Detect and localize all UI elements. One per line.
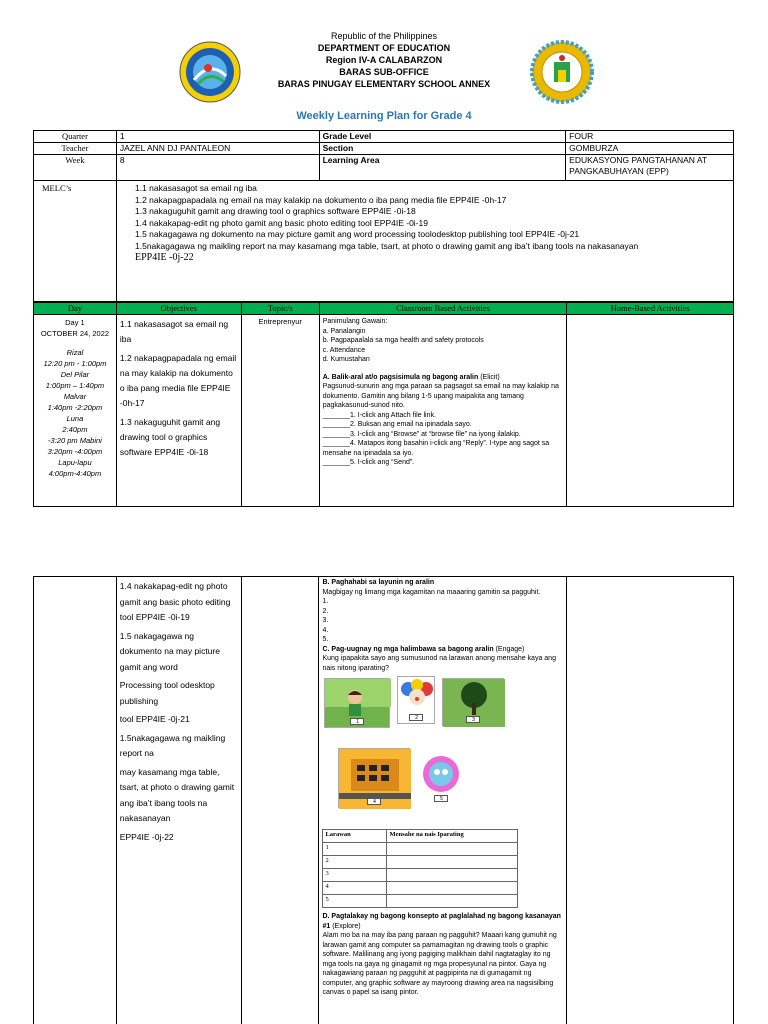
row-answer[interactable] (387, 869, 518, 882)
schedule-line: Rizal (66, 348, 84, 357)
document-header (0, 30, 768, 90)
row-number: 2 (323, 856, 387, 869)
objective: 1.1 nakasasagot sa email ng iba (119, 319, 229, 344)
intro: Panimulang Gawain: (322, 318, 388, 325)
row-number: 5 (323, 895, 387, 908)
learning-area-value: EDUKASYONG PANGTAHANAN AT PANGKABUHAYAN (EPP) (566, 155, 734, 181)
section-value: GOMBURZA (566, 143, 734, 155)
melc-table (33, 180, 734, 302)
mensahe-header: Mensahe na nais Iparating (387, 830, 518, 843)
row-answer[interactable] (387, 882, 518, 895)
topic-cell (241, 577, 319, 1024)
routine-item: c. Attendance (322, 346, 366, 354)
objective: 1.4 nakakapag-edit ng photo gamit ang basic photo editing tool EPP4IE -0i-19 (119, 581, 231, 622)
schedule-line: 1:40pm -2:20pm (47, 403, 103, 412)
schedule-line: Malvar (63, 392, 87, 401)
objective: 1.5nakagagawa ng maikling report na (119, 732, 226, 758)
boy-picture (324, 678, 390, 728)
header-line-3: Region IV-A CALABARZON (325, 55, 443, 65)
melc-code: EPP4IE -0j-22 (135, 252, 194, 263)
melc-item: 1.4 nakakapag-edit ng photo gamit ang basic photo editing tool EPP4IE -0i-19 (135, 217, 428, 228)
col-classroom: Classroom Based Activities (319, 303, 567, 315)
day-cell (34, 577, 117, 1024)
header-line-4: BARAS SUB-OFFICE (339, 67, 429, 77)
routine-item: a. Panalangin (322, 327, 366, 335)
home-cell (567, 315, 734, 507)
row-number: 1 (323, 843, 387, 856)
melc-item: 1.3 nakaguguhit gamit ang drawing tool o graphics software EPP4IE -0i-18 (135, 206, 416, 216)
blank-item: 4. (322, 626, 329, 634)
day-date: OCTOBER 24, 2022 (40, 329, 110, 338)
larawan-header: Larawan (323, 830, 387, 843)
day-title: Day 1 (65, 318, 85, 327)
teacher-value: JAZEL ANN DJ PANTALEON (116, 143, 319, 155)
blank-item: 5. (322, 636, 329, 643)
classroom-cell (319, 315, 567, 507)
section-heading: B. Paghahabi sa layunin ng aralin (322, 579, 435, 586)
schedule-line: Luna (66, 414, 84, 423)
step: _______2. Buksan ang email na ipinadala sayo. (322, 421, 472, 428)
picture-number: 4 (367, 798, 381, 805)
header-line-5: BARAS PINUGAY ELEMENTARY SCHOOL ANNEX (277, 79, 491, 89)
blank-item: 3. (322, 617, 329, 624)
quarter-value: 1 (116, 131, 319, 143)
objective: 1.5 nakagagawa ng dokumento na may picture gamit ang word (119, 630, 220, 672)
melc-item: 1.5nakagagawa ng maikling report na may kasamang mga table, tsart, at photo o drawing gamit ang iba’t ibang tools na nakasanayan (135, 240, 639, 251)
topic-cell: Entreprenyur (241, 315, 319, 507)
objective: 1.2 nakapagpapadala ng email na may kalakip na dokumento o iba pang media file EPP4IE -0h-17 (119, 353, 237, 408)
objective: Processing tool odesktop publishing (119, 680, 215, 706)
schedule-line: Del Pilar (60, 370, 90, 379)
section-tag: (Engage) (493, 645, 525, 653)
classroom-cell (319, 577, 567, 1024)
picture-collage (322, 676, 563, 826)
plan-table-page-1 (33, 302, 734, 507)
objective: may kasamang mga table, tsart, at photo o drawing gamit ang iba’t ibang tools na nakasanayan (119, 766, 235, 823)
larawan-table (322, 829, 518, 908)
blank-item: 2. (322, 607, 329, 615)
schedule-line: 1:00pm – 1:40pm (45, 381, 105, 390)
plan-table-page-2 (33, 576, 734, 1024)
picture-number: 2 (409, 714, 423, 721)
objective: EPP4IE -0j-22 (119, 831, 174, 842)
section-text: Alam mo ba na may iba pang paraan ng pagguhit? Maaari kang gumuhit ng larawan gamit ang computer sa pamamagitan ng drawing tools o graphic software. Malilinang ang iyong pagiging malikhain dahil nagtataglay ito ng mga tools na gaya ng ginagamit ng mga propesyunal na pintor. Gaya ng nakagawiang paraan ng pagguhit at pagpipinta na di gumagamit ng computer, ang graphic software ay mayroong drawing area na nagsisilbing canvas o papel sa isang pintor. (322, 932, 557, 996)
row-answer[interactable] (387, 895, 518, 908)
header-line-1: Republic of the Philippines (330, 31, 438, 41)
section-tag: (Elicit) (478, 373, 500, 381)
section-label: Section (319, 143, 566, 155)
routine-item: d. Kumustahan (322, 356, 370, 363)
section-tag: (Explore) (330, 922, 361, 930)
day-cell (34, 315, 117, 507)
header-line-2: DEPARTMENT OF EDUCATION (317, 43, 451, 53)
row-number: 3 (323, 869, 387, 882)
schedule-line: 4:00pm-4:40pm (48, 469, 102, 478)
melc-item: 1.2 nakapagpapadala ng email na may kalakip na dokumento o iba pang media file EPP4IE -0h-17 (135, 194, 507, 205)
objective: tool EPP4IE -0j-21 (119, 714, 190, 724)
schedule-line: 12:20 pm - 1:00pm (43, 359, 107, 368)
learning-area-label: Learning Area (319, 155, 566, 181)
step: _______4. Matapos itong basahin i-click ang “Reply”. I-type ang sagot sa mensahe na ipinadala sa iyo. (322, 440, 550, 457)
circle-picture (420, 752, 462, 804)
tree-picture (442, 678, 504, 726)
blank-item: 1. (322, 598, 329, 605)
section-heading: D. Pagtalakay ng bagong konsepto at paglalahad ng bagong kasanayan #1 (322, 913, 561, 930)
objective: 1.3 nakaguguhit gamit ang drawing tool o graphics software EPP4IE -0i-18 (119, 417, 221, 457)
melc-item: 1.1 nakasasagot sa email ng iba (135, 183, 257, 193)
info-table (33, 130, 734, 181)
quarter-label: Quarter (34, 131, 117, 143)
grade-label: Grade Level (319, 131, 566, 143)
row-answer[interactable] (387, 856, 518, 869)
plan-title: Weekly Learning Plan for Grade 4 (296, 110, 472, 122)
step: _______1. I-click ang Attach file link. (322, 411, 436, 419)
melc-items (117, 181, 734, 302)
col-day: Day (34, 303, 117, 315)
col-topic: Topic/s (241, 303, 319, 315)
step: _______5. I-click ang “Send”. (322, 459, 415, 466)
schedule-line: 2:40pm (62, 425, 88, 434)
col-objectives: Objectives (116, 303, 241, 315)
section-heading: C. Pag-uugnay ng mga halimbawa sa bagong aralin (322, 645, 494, 653)
clown-picture (397, 676, 435, 724)
home-cell (567, 577, 734, 1024)
grade-value: FOUR (566, 131, 734, 143)
section-text: Pagsunud-sunurin ang mga paraan sa pagsagot sa email na may kalakip na dokumento. Gamitin ang bilang 1-5 upang maipakita ang tamang pagkakasunud-sunod nito. (322, 383, 559, 409)
row-number: 4 (323, 882, 387, 895)
picture-number: 3 (466, 716, 480, 723)
col-home: Home-Based Activities (567, 303, 734, 315)
step: _______3. I-click ang “Browse” at “browse file” na iyong ilalakip. (322, 430, 521, 438)
schedule-line: 3:20pm -4:00pm (47, 447, 103, 456)
schedule-line: Lapu-lapu (58, 458, 92, 467)
building-picture (338, 748, 410, 808)
week-value: 8 (116, 155, 319, 181)
picture-number: 5 (434, 795, 448, 802)
routine-item: b. Pagpapaalala sa mga health and safety protocols (322, 337, 484, 344)
teacher-label: Teacher (34, 143, 117, 155)
section-text: Kung ipapakita sayo ang sumusunod na larawan anong mensahe kaya ang nais nitong iparating? (322, 655, 556, 672)
schedule-line: -3:20 pm Mabini (48, 436, 102, 445)
row-answer[interactable] (387, 843, 518, 856)
picture-number: 1 (350, 718, 364, 725)
week-label: Week (34, 155, 117, 181)
melc-label: MELC’s (34, 181, 117, 302)
section-text: Magbigay ng limang mga kagamitan na maaaring gamitin sa pagguhit. (322, 588, 541, 596)
objectives-cell (116, 315, 241, 507)
melc-item: 1.5 nakagagawa ng dokumento na may picture gamit ang word processing toolodesktop publishing tool EPP4IE -0j-21 (135, 229, 580, 239)
objectives-cell (116, 577, 241, 1024)
section-heading: A. Balik-aral at/o pagsisimula ng bagong aralin (322, 373, 479, 381)
